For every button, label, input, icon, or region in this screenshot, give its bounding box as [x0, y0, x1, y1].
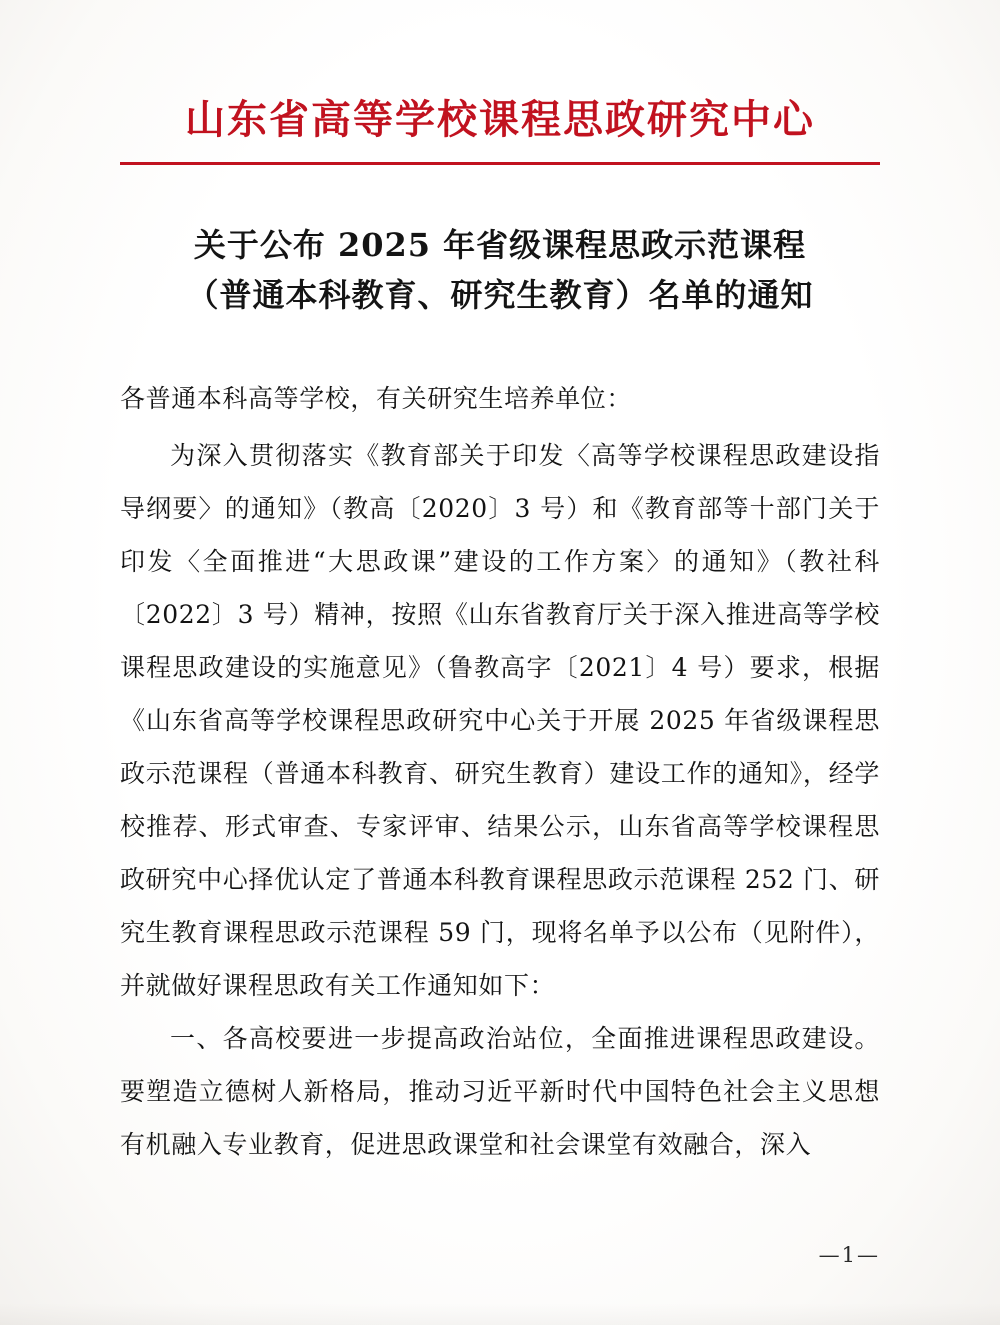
- doc-title-line-2: （普通本科教育、研究生教育）名单的通知: [186, 275, 814, 314]
- body-paragraph-1: 为深入贯彻落实《教育部关于印发〈高等学校课程思政建设指导纲要〉的通知》（教高〔2020〕3 号）和《教育部等十部门关于印发〈全面推进“大思政课”建设的工作方案〉的通知》（教社科〔2022〕3 号）精神，按照《山东省教育厅关于深入推进高等学校课程思政建设的实施意见》（鲁教高字〔2021〕4 号）要求，根据《山东省高等学校课程思政研究中心关于开展 2025 年省级课程思政示范课程（普通本科教育、研究生教育）建设工作的通知》，经学校推荐、形式审查、专家评审、结果公示，山东省高等学校课程思政研究中心择优认定了普通本科教育课程思政示范课程 252 门、研究生教育课程思政示范课程 59 门，现将名单予以公布（见附件），并就做好课程思政有关工作通知如下：: [120, 441, 880, 1001]
- letterhead-divider: [120, 162, 880, 165]
- letterhead-organization: 山东省高等学校课程思政研究中心: [185, 96, 815, 143]
- doc-title-line-1: 关于公布 2025 年省级课程思政示范课程: [193, 226, 807, 264]
- salutation: 各普通本科高等学校，有关研究生培养单位：: [120, 384, 633, 414]
- page-title: [120, 221, 880, 320]
- scan-edge-shadow: [0, 1303, 1000, 1325]
- body-paragraph-2: 一、各高校要进一步提高政治站位，全面推进课程思政建设。要塑造立德树人新格局，推动习近平新时代中国特色社会主义思想有机融入专业教育，促进思政课堂和社会课堂有效融合，深入: [120, 1024, 880, 1160]
- document-body: [120, 372, 880, 1171]
- letterhead: [120, 96, 880, 165]
- page-number: —1—: [818, 1243, 880, 1267]
